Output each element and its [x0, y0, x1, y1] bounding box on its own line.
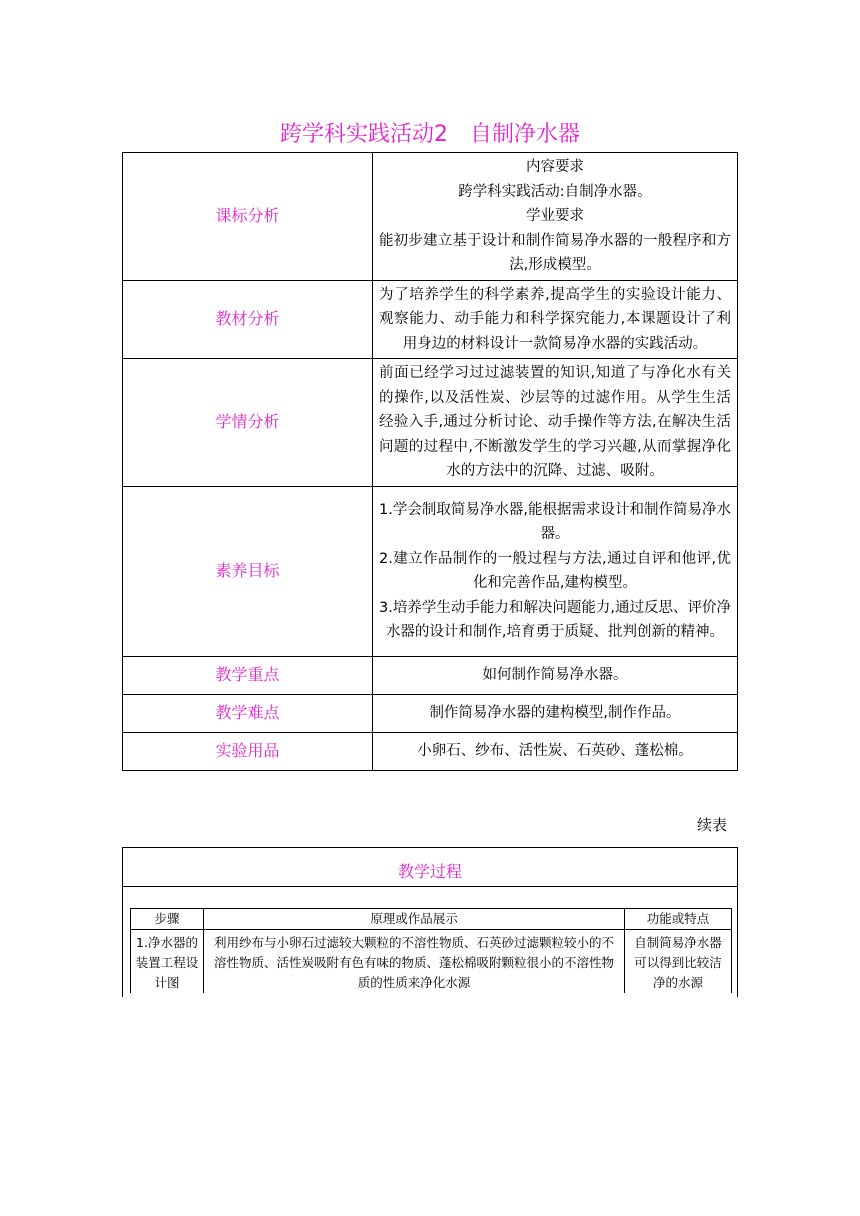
content-text: 跨学科实践活动:自制净水器。 [458, 183, 652, 200]
row-label: 课标分析 [123, 153, 373, 281]
table-row [123, 656, 738, 694]
goal-item: 1.学会制取简易净水器,能根据需求设计和制作简易净水器。 [379, 501, 731, 542]
row-content [373, 359, 738, 487]
row-content: 如何制作简易净水器。 [373, 656, 738, 694]
table-header-row [131, 909, 732, 930]
continued-label: 续表 [697, 816, 728, 834]
process-heading: 教学过程 [123, 848, 737, 887]
row-label: 教学重点 [123, 656, 373, 694]
row-label: 素养目标 [123, 486, 373, 656]
table-row [123, 732, 738, 770]
row-label: 教学难点 [123, 694, 373, 732]
feature-cell: 自制简易净水器可以得到比较洁净的水源 [625, 930, 732, 994]
row-content: 制作简易净水器的建构模型,制作作品。 [373, 694, 738, 732]
row-content [373, 153, 738, 281]
row-content: 小卵石、纱布、活性炭、石英砂、蓬松棉。 [373, 732, 738, 770]
content-heading: 学业要求 [526, 208, 584, 224]
content-heading: 内容要求 [526, 159, 584, 175]
table-row [123, 153, 738, 281]
row-label: 实验用品 [123, 732, 373, 770]
row-content [373, 486, 738, 656]
table-row [123, 694, 738, 732]
column-header: 功能或特点 [625, 909, 732, 930]
row-content [373, 280, 738, 359]
principle-cell: 利用纱布与小卵石过滤较大颗粒的不溶性物质、石英砂过滤颗粒较小的不溶性物质、活性炭吸附有色有味的物质、蓬松棉吸附颗粒很小的不溶性物质的性质来净化水源 [204, 930, 625, 994]
process-section [122, 847, 738, 997]
goal-item: 3.培养学生动手能力和解决问题能力,通过反思、评价净水器的设计和制作,培育勇于质疑、批判创新的精神。 [379, 599, 731, 640]
table-row [123, 359, 738, 487]
column-header: 步骤 [131, 909, 204, 930]
content-text: 能初步建立基于设计和制作简易净水器的一般程序和方法,形成模型。 [379, 232, 731, 273]
goal-item: 2.建立作品制作的一般过程与方法,通过自评和他评,优化和完善作品,建构模型。 [379, 550, 731, 591]
row-label: 教材分析 [123, 280, 373, 359]
content-text: 为了培养学生的科学素养,提高学生的实验设计能力、观察能力、动手能力和科学探究能力,本课题设计了利用身边的材料设计一款简易净水器的实践活动。 [379, 286, 731, 352]
page-title: 跨学科实践活动2 自制净水器 [280, 122, 580, 147]
column-header: 原理或作品展示 [204, 909, 625, 930]
table-row [123, 486, 738, 656]
table-row [123, 280, 738, 359]
overview-table [122, 152, 738, 771]
row-label: 学情分析 [123, 359, 373, 487]
table-row [131, 930, 732, 994]
content-text: 前面已经学习过过滤装置的知识,知道了与净化水有关的操作,以及活性炭、沙层等的过滤作用。从学生生活经验入手,通过分析讨论、动手操作等方法,在解决生活问题的过程中,不断激发学生的学习兴趣,从而掌握净化水的方法中的沉降、过滤、吸附。 [379, 365, 731, 479]
step-cell: 1.净水器的装置工程设计图 [131, 930, 204, 994]
process-table [130, 908, 732, 993]
